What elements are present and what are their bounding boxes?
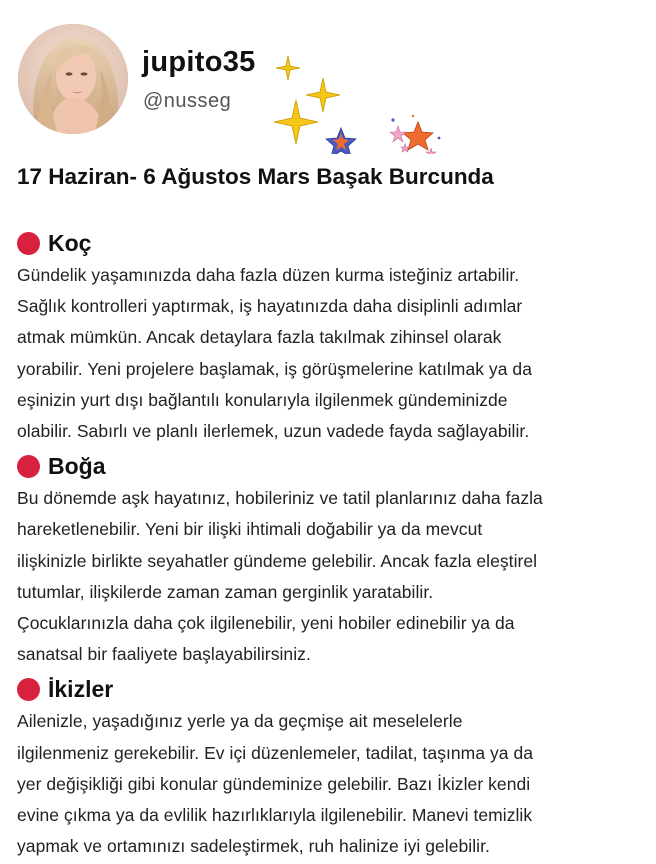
section-text: [17, 260, 645, 447]
text-line: eşinizin yurt dışı bağlantılı konularıyla ilgilenmek gündeminizde: [17, 389, 508, 410]
star-icon: [390, 126, 406, 142]
text-line: atmak mümkün. Ancak detaylara fazla takılmak zihinsel olarak: [17, 327, 502, 348]
text-line: evine çıkma ya da evlilik hazırlıklarıyla ilgilenebilir. Manevi temizlik: [17, 805, 533, 826]
section-title: Koç: [48, 229, 92, 256]
woman-portrait-icon: [18, 24, 128, 134]
text-line: ilgilenmeniz gerekebilir. Ev içi düzenlemeler, tadilat, taşınma ya da: [17, 742, 534, 763]
section-koc: [17, 226, 645, 447]
article-body: [17, 226, 645, 864]
text-line: yer değişikliği gibi konular gündeminize gelebilir. Bazı İkizler kendi: [17, 773, 531, 794]
section-heading: [17, 449, 645, 483]
text-line: Bu dönemde aşk hayatınız, hobileriniz ve tatil planlarınız daha fazla: [17, 488, 543, 509]
user-handle[interactable]: @nusseg: [143, 90, 232, 112]
text-line: tutumlar, ilişkilerde zaman zaman gerginlik yaratabilir.: [17, 581, 434, 602]
username[interactable]: jupito35: [142, 46, 256, 78]
text-line: yapmak ve ortamınızı sadeleştirmek, ruh halinize iyi gelebilir.: [17, 836, 490, 857]
text-line: Sağlık kontrolleri yaptırmak, iş hayatınızda daha disiplinli adımlar: [17, 296, 523, 317]
text-line: ilişkinizle birlikte seyahatler gündeme gelebilir. Ancak fazla eleştirel: [17, 550, 538, 571]
profile-header: [18, 24, 638, 144]
text-line: yorabilir. Yeni projelere başlamak, iş görüşmelerine katılmak ya da: [17, 358, 532, 379]
section-text: [17, 706, 645, 862]
sparkle-icon: [274, 100, 318, 144]
decorative-stars: [243, 44, 443, 154]
red-circle-icon: [17, 678, 40, 701]
star-icon: [401, 144, 409, 152]
sparkle-icon: [276, 56, 300, 80]
text-line: olabilir. Sabırlı ve planlı ilerlemek, uzun vadede fayda sağlayabilir.: [17, 421, 530, 442]
text-line: sanatsal bir faaliyete başlayabilirsiniz.: [17, 644, 311, 665]
text-line: Çocuklarınızla daha çok ilgilenebilir, yeni hobiler edinebilir ya da: [17, 613, 515, 634]
red-circle-icon: [17, 455, 40, 478]
text-line: Gündelik yaşamınızda daha fazla düzen kurma isteğiniz artabilir.: [17, 265, 520, 285]
text-line: hareketlenebilir. Yeni bir ilişki ihtimali doğabilir ya da mevcut: [17, 519, 483, 540]
section-heading: [17, 672, 645, 706]
text-line: Ailenizle, yaşadığınız yerle ya da geçmişe ait meselelerle: [17, 711, 463, 732]
section-ikizler: [17, 672, 645, 862]
section-title: Boğa: [48, 452, 106, 479]
section-boga: [17, 449, 645, 670]
section-title: İkizler: [48, 675, 114, 702]
avatar[interactable]: [18, 24, 128, 134]
star-icon: [403, 122, 433, 150]
sparkle-icon: [306, 78, 340, 112]
article-title: 17 Haziran- 6 Ağustos Mars Başak Burcunda: [17, 164, 494, 189]
section-heading: [17, 226, 645, 260]
red-circle-icon: [17, 232, 40, 255]
section-text: [17, 483, 645, 670]
